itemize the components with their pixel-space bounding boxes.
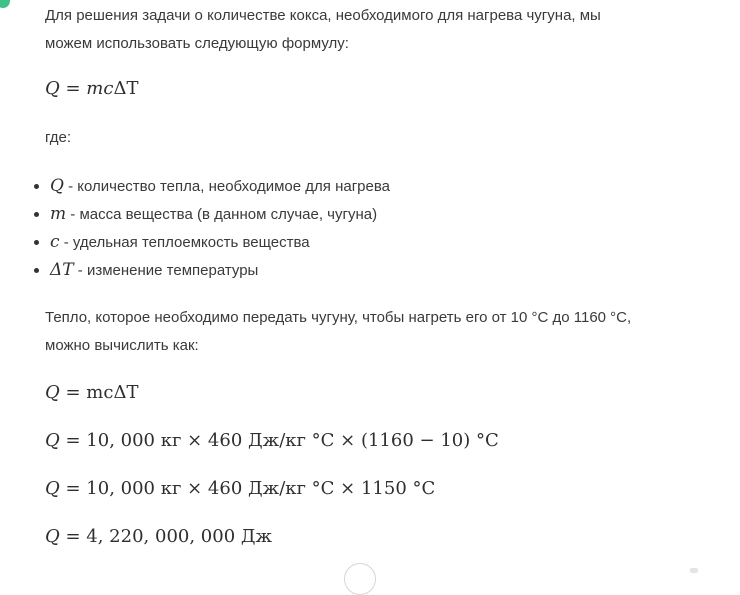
calc-rest: = mcΔT [59, 382, 139, 403]
bullet-icon [34, 212, 39, 217]
formula-q: Q [45, 78, 60, 99]
definitions-list [26, 172, 390, 284]
scrollbar-thumb[interactable] [690, 568, 698, 573]
calc-q: Q [45, 478, 60, 499]
definition-symbol: c [50, 232, 60, 252]
intro-line-2: можем использовать следующую формулу: [45, 35, 349, 52]
calc-q: Q [45, 526, 60, 547]
definition-symbol: Q [50, 176, 64, 196]
bullet-icon [34, 184, 39, 189]
calc-rest: = 10, 000 кг × 460 Дж/кг °C × (1160 − 10) °C [59, 430, 499, 451]
calc-q: Q [45, 430, 60, 451]
scroll-down-button[interactable] [344, 563, 376, 595]
bullet-icon [34, 240, 39, 245]
list-item [26, 172, 390, 200]
list-item [26, 256, 390, 284]
definition-symbol: m [50, 204, 67, 224]
definition-text: - количество тепла, необходимое для нагрева [63, 178, 390, 195]
definition-text: - масса вещества (в данном случае, чугуна) [66, 206, 378, 223]
list-item [26, 200, 390, 228]
where-label: где: [45, 129, 72, 146]
definition-text: - изменение температуры [73, 262, 259, 279]
definition-symbol: ΔT [50, 260, 74, 280]
assistant-avatar-icon [0, 0, 10, 8]
calc-q: Q [45, 382, 60, 403]
heat-text-line-2: можно вычислить как: [45, 337, 199, 354]
list-item [26, 228, 390, 256]
calc-step-1 [45, 382, 138, 403]
formula-eq: = [59, 78, 87, 99]
formula-main [45, 78, 138, 99]
calc-rest: = 10, 000 кг × 460 Дж/кг °C × 1150 °C [59, 478, 436, 499]
definition-text: - удельная теплоемкость вещества [59, 234, 310, 251]
formula-mc: mc [86, 78, 114, 99]
calc-step-2 [45, 430, 499, 451]
calc-step-4 [45, 526, 272, 547]
calc-rest: = 4, 220, 000, 000 Дж [59, 526, 273, 547]
bullet-icon [34, 268, 39, 273]
heat-text-line-1: Тепло, которое необходимо передать чугуну, чтобы нагреть его от 10 °C до 1160 °C, [45, 309, 632, 326]
formula-dt: ΔT [113, 78, 139, 99]
calc-step-3 [45, 478, 435, 499]
intro-line-1: Для решения задачи о количестве кокса, необходимого для нагрева чугуна, мы [45, 7, 601, 24]
